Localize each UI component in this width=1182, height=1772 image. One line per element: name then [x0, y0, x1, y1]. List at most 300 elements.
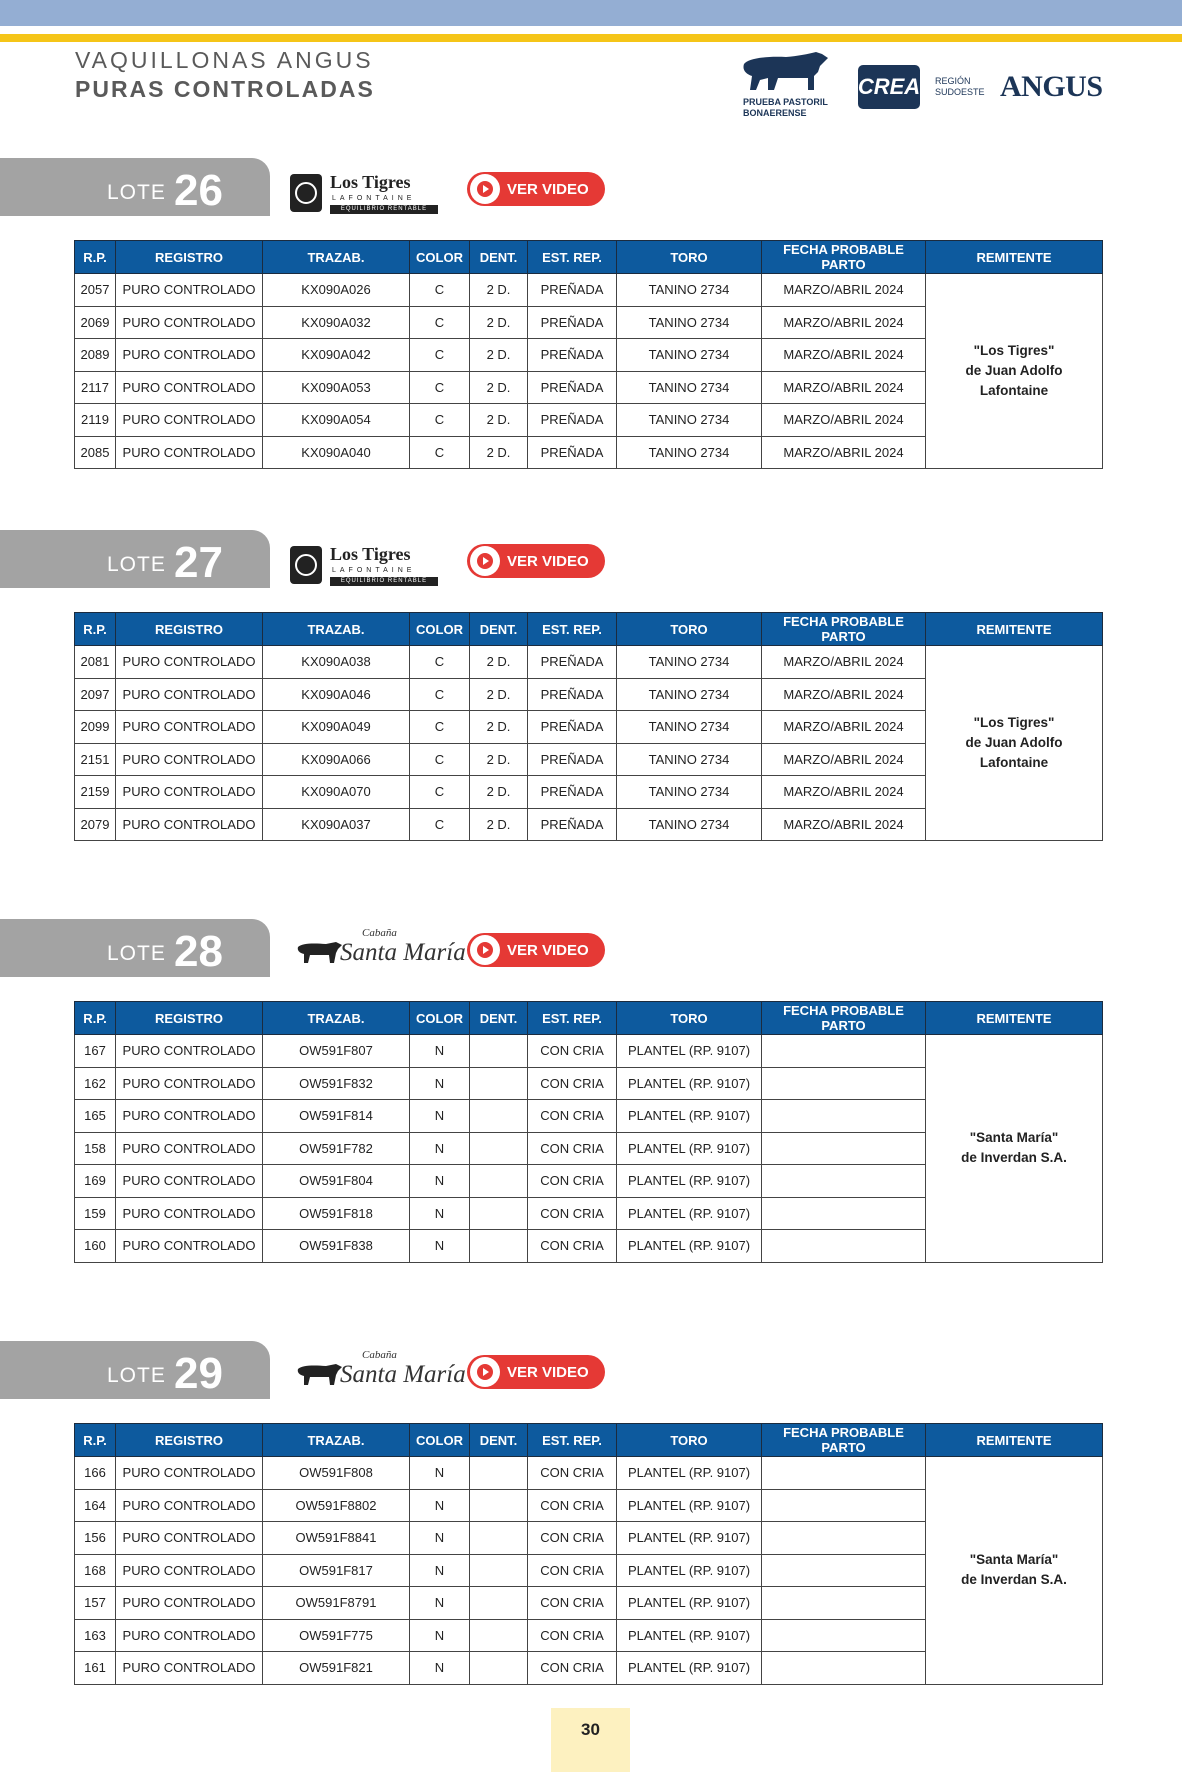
table-cell: PURO CONTROLADO: [116, 404, 263, 437]
table-cell: 2 D.: [470, 404, 528, 437]
column-header: EST. REP.: [528, 1002, 617, 1035]
logo-subname: LAFONTAINE: [332, 195, 416, 202]
table-cell: N: [410, 1100, 470, 1133]
remitente-line: de Inverdan S.A.: [961, 1572, 1067, 1588]
column-header: REMITENTE: [926, 1002, 1103, 1035]
column-header: R.P.: [75, 613, 116, 646]
table-cell: 160: [75, 1230, 116, 1263]
table-cell: CON CRIA: [528, 1197, 617, 1230]
table-cell: 161: [75, 1652, 116, 1685]
logo-name: Los Tigres: [330, 172, 411, 192]
table-cell: OW591F821: [263, 1652, 410, 1685]
column-header: FECHA PROBABLE PARTO: [762, 1424, 926, 1457]
bull-logo-line1: PRUEBA PASTORIL: [743, 97, 828, 107]
column-header: REMITENTE: [926, 241, 1103, 274]
table-cell: [762, 1100, 926, 1133]
table-cell: OW591F814: [263, 1100, 410, 1133]
table-cell: PURO CONTROLADO: [116, 1587, 263, 1620]
table-cell: 2 D.: [470, 646, 528, 679]
table-cell: [470, 1522, 528, 1555]
table-cell: OW591F807: [263, 1035, 410, 1068]
table-cell: PURO CONTROLADO: [116, 1457, 263, 1490]
table-cell: PREÑADA: [528, 371, 617, 404]
table-cell: CON CRIA: [528, 1035, 617, 1068]
table-cell: 159: [75, 1197, 116, 1230]
region-label: [935, 76, 985, 98]
column-header: DENT.: [470, 1424, 528, 1457]
lote-tab: [0, 530, 270, 588]
remitente-line: de Juan Adolfo: [965, 363, 1063, 378]
column-header: COLOR: [410, 613, 470, 646]
table-cell: N: [410, 1132, 470, 1165]
column-header: TORO: [617, 241, 762, 274]
table-cell: OW591F804: [263, 1165, 410, 1198]
lote-tab: [0, 919, 270, 977]
table-cell: C: [410, 646, 470, 679]
table-cell: CON CRIA: [528, 1489, 617, 1522]
lote-number: 29: [174, 1349, 223, 1398]
table-cell: [762, 1035, 926, 1068]
table-cell: CON CRIA: [528, 1100, 617, 1133]
ver-video-button[interactable]: [467, 544, 605, 578]
table-cell: PREÑADA: [528, 711, 617, 744]
table-cell: 166: [75, 1457, 116, 1490]
table-cell: 165: [75, 1100, 116, 1133]
remitente-cell: [926, 646, 1103, 841]
table-cell: [762, 1554, 926, 1587]
table-cell: [470, 1132, 528, 1165]
page-number-box: [551, 1708, 630, 1772]
table-cell: TANINO 2734: [617, 646, 762, 679]
bull-logo-icon: [738, 50, 834, 103]
lote-label: LOTE: [107, 942, 166, 965]
table-cell: 2119: [75, 404, 116, 437]
table-cell: MARZO/ABRIL 2024: [762, 339, 926, 372]
lote-number: 27: [174, 538, 223, 587]
table-cell: [762, 1652, 926, 1685]
table-cell: 2 D.: [470, 274, 528, 307]
table-cell: OW591F818: [263, 1197, 410, 1230]
table-row: [75, 646, 1103, 679]
table-cell: [470, 1165, 528, 1198]
table-cell: PURO CONTROLADO: [116, 776, 263, 809]
table-row: [75, 274, 1103, 307]
remitente-line: de Juan Adolfo: [965, 735, 1063, 750]
table-cell: 168: [75, 1554, 116, 1587]
table-cell: OW591F8791: [263, 1587, 410, 1620]
ver-video-button[interactable]: [467, 933, 605, 967]
table-cell: C: [410, 711, 470, 744]
lote-tab: [0, 1341, 270, 1399]
table-cell: C: [410, 274, 470, 307]
table-cell: CON CRIA: [528, 1554, 617, 1587]
table-cell: C: [410, 808, 470, 841]
table-cell: [470, 1554, 528, 1587]
table-cell: PREÑADA: [528, 776, 617, 809]
table-cell: [762, 1489, 926, 1522]
table-cell: MARZO/ABRIL 2024: [762, 274, 926, 307]
table-cell: CON CRIA: [528, 1457, 617, 1490]
table-cell: 2159: [75, 776, 116, 809]
remitente-line: Lafontaine: [979, 755, 1049, 770]
table-cell: PURO CONTROLADO: [116, 711, 263, 744]
column-header: TRAZAB.: [263, 241, 410, 274]
los-tigres-logo: [288, 164, 448, 216]
table-cell: KX090A070: [263, 776, 410, 809]
table-cell: [762, 1230, 926, 1263]
bull-logo-text: [743, 97, 828, 119]
table-cell: PREÑADA: [528, 678, 617, 711]
column-header: TRAZAB.: [263, 613, 410, 646]
table-cell: CON CRIA: [528, 1652, 617, 1685]
table-cell: TANINO 2734: [617, 711, 762, 744]
table-cell: PLANTEL (RP. 9107): [617, 1230, 762, 1263]
column-header: R.P.: [75, 1002, 116, 1035]
table-cell: KX090A032: [263, 306, 410, 339]
table-cell: PLANTEL (RP. 9107): [617, 1554, 762, 1587]
table-cell: 162: [75, 1067, 116, 1100]
table-cell: PURO CONTROLADO: [116, 1165, 263, 1198]
table-cell: PURO CONTROLADO: [116, 1197, 263, 1230]
los-tigres-logo: [288, 536, 448, 588]
table-cell: PLANTEL (RP. 9107): [617, 1132, 762, 1165]
table-cell: PURO CONTROLADO: [116, 1100, 263, 1133]
table-cell: OW591F8802: [263, 1489, 410, 1522]
table-cell: 2089: [75, 339, 116, 372]
table-cell: KX090A053: [263, 371, 410, 404]
table-cell: [762, 1522, 926, 1555]
table-cell: MARZO/ABRIL 2024: [762, 743, 926, 776]
table-cell: PURO CONTROLADO: [116, 678, 263, 711]
table-cell: [470, 1652, 528, 1685]
table-cell: CON CRIA: [528, 1067, 617, 1100]
table-cell: TANINO 2734: [617, 339, 762, 372]
table-cell: 2 D.: [470, 776, 528, 809]
table-cell: N: [410, 1035, 470, 1068]
table-cell: PREÑADA: [528, 646, 617, 679]
table-cell: 2081: [75, 646, 116, 679]
table-cell: [470, 1035, 528, 1068]
column-header: COLOR: [410, 1424, 470, 1457]
column-header: REGISTRO: [116, 1424, 263, 1457]
table-cell: 2097: [75, 678, 116, 711]
table-cell: PURO CONTROLADO: [116, 1522, 263, 1555]
table-cell: PREÑADA: [528, 306, 617, 339]
table-cell: C: [410, 404, 470, 437]
table-cell: 157: [75, 1587, 116, 1620]
remitente-line: "Los Tigres": [973, 343, 1055, 358]
column-header: TORO: [617, 613, 762, 646]
table-cell: KX090A049: [263, 711, 410, 744]
table-cell: [470, 1067, 528, 1100]
accent-stripe: [0, 34, 1182, 42]
table-cell: C: [410, 339, 470, 372]
santa-maria-logo: [288, 925, 466, 977]
table-cell: MARZO/ABRIL 2024: [762, 371, 926, 404]
table-cell: TANINO 2734: [617, 274, 762, 307]
column-header: FECHA PROBABLE PARTO: [762, 613, 926, 646]
lote-table: [74, 612, 1103, 841]
tiger-emblem-icon: [290, 174, 322, 212]
table-cell: OW591F838: [263, 1230, 410, 1263]
bull-silhouette-icon: [296, 939, 346, 969]
play-icon: [470, 174, 500, 204]
table-cell: KX090A042: [263, 339, 410, 372]
table-cell: [762, 1197, 926, 1230]
column-header: TORO: [617, 1002, 762, 1035]
table-cell: PLANTEL (RP. 9107): [617, 1652, 762, 1685]
table-cell: N: [410, 1522, 470, 1555]
table-cell: 169: [75, 1165, 116, 1198]
table-cell: PURO CONTROLADO: [116, 436, 263, 469]
column-header: R.P.: [75, 1424, 116, 1457]
table-cell: 2079: [75, 808, 116, 841]
table-cell: N: [410, 1489, 470, 1522]
page-number: 30: [581, 1720, 600, 1739]
table-cell: PURO CONTROLADO: [116, 306, 263, 339]
table-cell: N: [410, 1067, 470, 1100]
table-cell: KX090A037: [263, 808, 410, 841]
table-cell: CON CRIA: [528, 1132, 617, 1165]
table-cell: PREÑADA: [528, 339, 617, 372]
table-cell: PURO CONTROLADO: [116, 1554, 263, 1587]
ver-video-button[interactable]: [467, 172, 605, 206]
table-cell: PURO CONTROLADO: [116, 1067, 263, 1100]
top-band: [0, 0, 1182, 26]
column-header: TRAZAB.: [263, 1002, 410, 1035]
column-header: TORO: [617, 1424, 762, 1457]
column-header: REGISTRO: [116, 241, 263, 274]
table-cell: 2 D.: [470, 711, 528, 744]
logo-cabana: Cabaña: [362, 927, 397, 939]
play-icon: [470, 935, 500, 965]
table-cell: 2 D.: [470, 371, 528, 404]
table-cell: 2 D.: [470, 306, 528, 339]
table-cell: PURO CONTROLADO: [116, 1619, 263, 1652]
angus-logo: ANGUS: [1000, 70, 1103, 103]
table-cell: C: [410, 436, 470, 469]
table-cell: PURO CONTROLADO: [116, 808, 263, 841]
table-cell: N: [410, 1587, 470, 1620]
table-header-row: [75, 613, 1103, 646]
table-cell: MARZO/ABRIL 2024: [762, 436, 926, 469]
table-cell: PLANTEL (RP. 9107): [617, 1100, 762, 1133]
table-cell: 163: [75, 1619, 116, 1652]
table-cell: PLANTEL (RP. 9107): [617, 1457, 762, 1490]
bull-silhouette-icon: [296, 1361, 346, 1391]
table-cell: PLANTEL (RP. 9107): [617, 1165, 762, 1198]
logo-tagline: EQUILIBRIO RENTABLE: [330, 577, 438, 586]
santa-maria-logo: [288, 1347, 466, 1399]
table-cell: 158: [75, 1132, 116, 1165]
column-header: REMITENTE: [926, 613, 1103, 646]
table-cell: TANINO 2734: [617, 678, 762, 711]
table-cell: MARZO/ABRIL 2024: [762, 306, 926, 339]
remitente-cell: [926, 274, 1103, 469]
table-cell: PREÑADA: [528, 274, 617, 307]
table-cell: [762, 1587, 926, 1620]
table-cell: PURO CONTROLADO: [116, 646, 263, 679]
page-title-line2: PURAS CONTROLADAS: [75, 76, 375, 102]
remitente-line: "Santa María": [969, 1130, 1059, 1146]
lote-table: [74, 1001, 1103, 1263]
column-header: REGISTRO: [116, 1002, 263, 1035]
table-cell: CON CRIA: [528, 1619, 617, 1652]
ver-video-button[interactable]: [467, 1355, 605, 1389]
remitente-line: de Inverdan S.A.: [961, 1150, 1067, 1166]
table-cell: [762, 1132, 926, 1165]
table-header-row: [75, 1002, 1103, 1035]
table-cell: TANINO 2734: [617, 404, 762, 437]
table-cell: 2085: [75, 436, 116, 469]
table-cell: 2099: [75, 711, 116, 744]
logo-name: Santa María: [340, 939, 466, 966]
column-header: R.P.: [75, 241, 116, 274]
table-cell: PLANTEL (RP. 9107): [617, 1035, 762, 1068]
table-cell: N: [410, 1619, 470, 1652]
bull-logo-line2: BONAERENSE: [743, 108, 807, 118]
table-cell: C: [410, 776, 470, 809]
table-cell: N: [410, 1652, 470, 1685]
table-cell: 2 D.: [470, 808, 528, 841]
table-row: [75, 1035, 1103, 1068]
table-cell: C: [410, 306, 470, 339]
table-cell: PLANTEL (RP. 9107): [617, 1489, 762, 1522]
table-cell: PLANTEL (RP. 9107): [617, 1197, 762, 1230]
table-cell: MARZO/ABRIL 2024: [762, 646, 926, 679]
logo-tagline: EQUILIBRIO RENTABLE: [330, 205, 438, 214]
column-header: TRAZAB.: [263, 1424, 410, 1457]
region-line2: SUDOESTE: [935, 87, 985, 97]
table-cell: N: [410, 1197, 470, 1230]
table-cell: KX090A040: [263, 436, 410, 469]
table-cell: MARZO/ABRIL 2024: [762, 776, 926, 809]
ver-video-label: VER VIDEO: [507, 941, 589, 959]
table-cell: 164: [75, 1489, 116, 1522]
table-cell: PURO CONTROLADO: [116, 1652, 263, 1685]
table-cell: [762, 1165, 926, 1198]
region-line1: REGIÓN: [935, 76, 971, 86]
column-header: COLOR: [410, 1002, 470, 1035]
table-cell: PLANTEL (RP. 9107): [617, 1619, 762, 1652]
column-header: FECHA PROBABLE PARTO: [762, 241, 926, 274]
table-cell: [470, 1457, 528, 1490]
table-cell: PREÑADA: [528, 436, 617, 469]
remitente-cell: [926, 1035, 1103, 1263]
table-cell: OW591F782: [263, 1132, 410, 1165]
table-row: [75, 1457, 1103, 1490]
table-cell: KX090A054: [263, 404, 410, 437]
tiger-emblem-icon: [290, 546, 322, 584]
table-cell: N: [410, 1165, 470, 1198]
table-cell: C: [410, 743, 470, 776]
table-cell: 2 D.: [470, 743, 528, 776]
table-cell: CON CRIA: [528, 1230, 617, 1263]
table-cell: KX090A038: [263, 646, 410, 679]
table-cell: PURO CONTROLADO: [116, 743, 263, 776]
lote-number: 26: [174, 166, 223, 215]
table-cell: TANINO 2734: [617, 306, 762, 339]
table-cell: PURO CONTROLADO: [116, 274, 263, 307]
table-cell: [762, 1619, 926, 1652]
play-icon: [470, 546, 500, 576]
logo-cabana: Cabaña: [362, 1349, 397, 1361]
table-cell: PURO CONTROLADO: [116, 1035, 263, 1068]
table-cell: 2069: [75, 306, 116, 339]
table-cell: [762, 1457, 926, 1490]
column-header: COLOR: [410, 241, 470, 274]
ver-video-label: VER VIDEO: [507, 552, 589, 570]
column-header: EST. REP.: [528, 613, 617, 646]
table-cell: TANINO 2734: [617, 776, 762, 809]
table-cell: PURO CONTROLADO: [116, 1489, 263, 1522]
table-cell: OW591F817: [263, 1554, 410, 1587]
lote-label: LOTE: [107, 1364, 166, 1387]
table-cell: CON CRIA: [528, 1165, 617, 1198]
table-header-row: [75, 1424, 1103, 1457]
table-cell: N: [410, 1457, 470, 1490]
table-cell: OW591F8841: [263, 1522, 410, 1555]
table-cell: 2 D.: [470, 436, 528, 469]
table-cell: PLANTEL (RP. 9107): [617, 1587, 762, 1620]
table-cell: MARZO/ABRIL 2024: [762, 678, 926, 711]
logo-name: Los Tigres: [330, 544, 411, 564]
table-cell: C: [410, 371, 470, 404]
lote-table: [74, 240, 1103, 469]
table-cell: PURO CONTROLADO: [116, 1132, 263, 1165]
table-cell: PREÑADA: [528, 404, 617, 437]
table-cell: 2 D.: [470, 339, 528, 372]
ver-video-label: VER VIDEO: [507, 1363, 589, 1381]
table-cell: [470, 1587, 528, 1620]
table-cell: PLANTEL (RP. 9107): [617, 1522, 762, 1555]
column-header: DENT.: [470, 1002, 528, 1035]
table-cell: [470, 1619, 528, 1652]
lote-label: LOTE: [107, 181, 166, 204]
crea-logo: CREA: [858, 65, 920, 109]
column-header: REMITENTE: [926, 1424, 1103, 1457]
lote-table: [74, 1423, 1103, 1685]
table-cell: 2151: [75, 743, 116, 776]
table-cell: [762, 1067, 926, 1100]
column-header: FECHA PROBABLE PARTO: [762, 1002, 926, 1035]
table-cell: C: [410, 678, 470, 711]
table-cell: [470, 1100, 528, 1133]
remitente-cell: [926, 1457, 1103, 1685]
column-header: EST. REP.: [528, 241, 617, 274]
table-cell: MARZO/ABRIL 2024: [762, 808, 926, 841]
table-cell: N: [410, 1230, 470, 1263]
table-cell: KX090A046: [263, 678, 410, 711]
table-cell: MARZO/ABRIL 2024: [762, 711, 926, 744]
table-cell: PURO CONTROLADO: [116, 339, 263, 372]
table-cell: 2117: [75, 371, 116, 404]
column-header: DENT.: [470, 241, 528, 274]
table-cell: CON CRIA: [528, 1522, 617, 1555]
column-header: DENT.: [470, 613, 528, 646]
logo-subname: LAFONTAINE: [332, 567, 416, 574]
remitente-line: "Los Tigres": [973, 715, 1055, 730]
table-cell: 2 D.: [470, 678, 528, 711]
table-cell: [470, 1230, 528, 1263]
page-title-line1: VAQUILLONAS ANGUS: [75, 47, 374, 73]
table-cell: [470, 1489, 528, 1522]
table-cell: PURO CONTROLADO: [116, 371, 263, 404]
table-cell: PLANTEL (RP. 9107): [617, 1067, 762, 1100]
table-cell: OW591F775: [263, 1619, 410, 1652]
table-cell: KX090A066: [263, 743, 410, 776]
table-cell: TANINO 2734: [617, 371, 762, 404]
